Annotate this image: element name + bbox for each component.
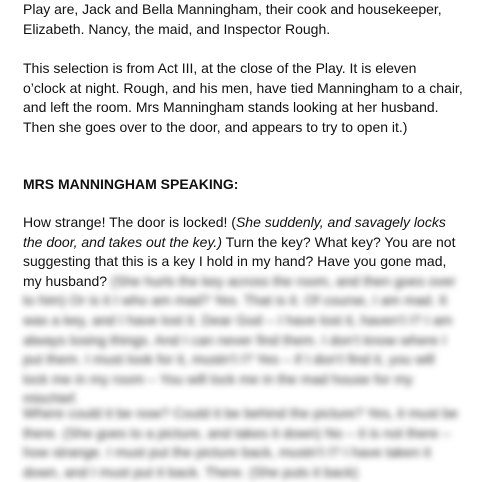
blurred-speech-text: (She hurls the key across the room, and then goes over to him) Or is it I who am mad? Yes. That is it. Of course, I am mad. It was a key, and I have lost it. Dear God – I have lost it, haven’t I? I am always losing things. And I can never find them. I don’t know where I put them. I must look for it, mustn’t I? Yes – if I don’t find it, you will lock me in my room – You will lock me in the mad house for my mischief. (23, 272, 456, 407)
speech-text: How strange! The door is locked! ( (23, 214, 236, 230)
intro-paragraph: Play are, Jack and Bella Manningham, their cook and housekeeper, Elizabeth. Nancy, the maid, and Inspector Rough. (23, 1, 442, 37)
blurred-speech-paragraph: Where could it be now? Could it be behind the picture? Yes, it must be there. (She goes to a picture, and takes it down) No – it is not there – how strange. I must put the picture back, mustn’t I? I have taken it down, and I must put it back. There. (She puts it back) (23, 405, 459, 480)
speech-paragraph (23, 213, 463, 409)
speaker-heading: MRS MANNINGHAM SPEAKING: (23, 176, 239, 192)
speech-text: Turn the key? What key? You are not suggesting that this is a key I hold in my hand? Have you gone mad, my husband? (23, 233, 456, 289)
selection-paragraph: This selection is from Act III, at the close of the Play. It is eleven o’clock at night. Rough, and his men, have tied Manningham to a chair, and left the room. Mrs Manningham stands looking at her husband. Then she goes over to the door, and appears to try to open it.) (23, 60, 463, 135)
stage-direction: She suddenly, and savagely locks the door, and takes out the key.) (23, 214, 446, 250)
